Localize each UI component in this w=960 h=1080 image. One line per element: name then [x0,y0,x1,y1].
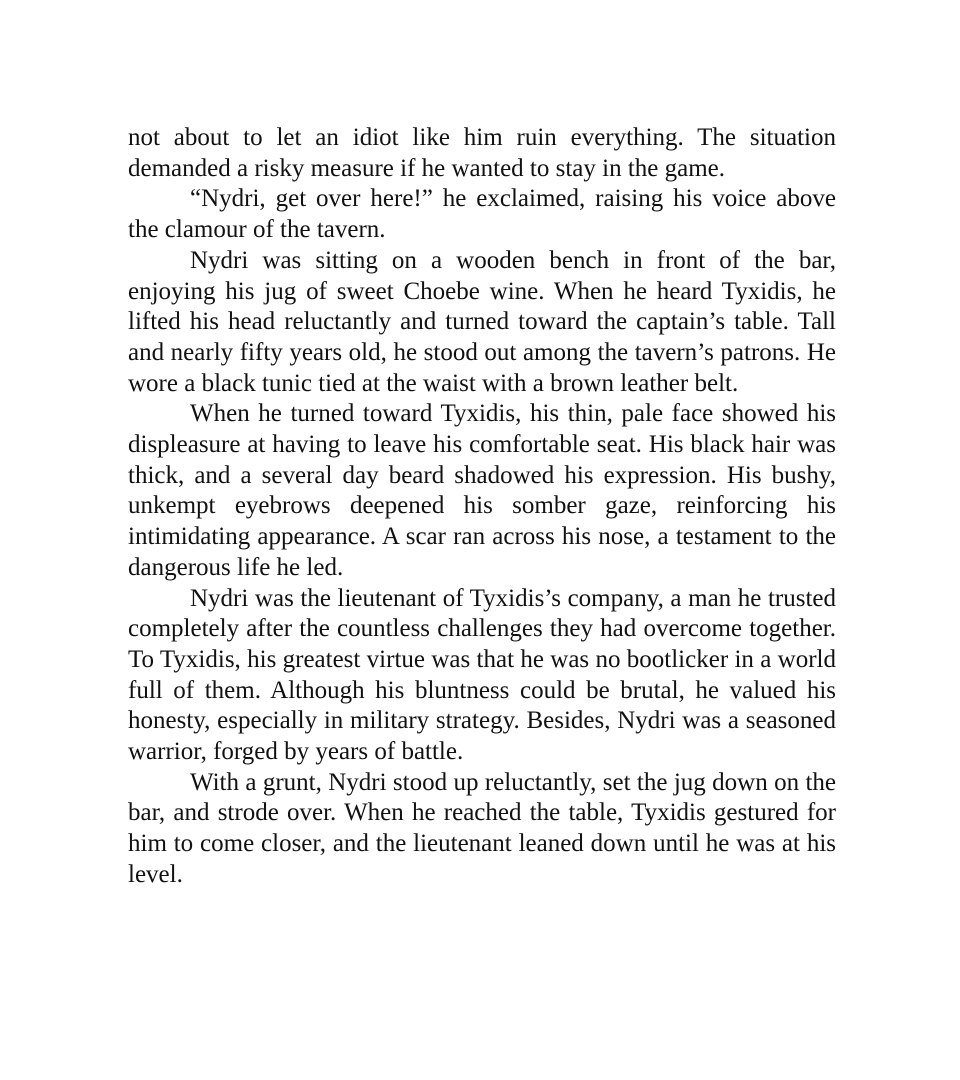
paragraph: With a grunt, Nydri stood up reluctantly, set the jug down on the bar, and strode over. When he reached the table, Tyxidis gestured for him to come closer, and the lieutenant leaned down until he was at his level. [128,768,836,888]
paragraph: Nydri was sitting on a wooden bench in front of the bar, enjoying his jug of sweet Choebe wine. When he heard Tyxidis, he lifted his head reluctantly and turned toward the captain’s table. Tall and nearly fifty years old, he stood out among the tavern’s patrons. He wore a black tunic tied at the waist with a brown leather belt. [128,246,836,397]
book-page [128,123,836,891]
paragraph: Nydri was the lieutenant of Tyxidis’s company, a man he trusted completely after the countless challenges they had overcome together. To Tyxidis, his greatest virtue was that he was no bootlicker in a world full of them. Although his bluntness could be brutal, he valued his honesty, especially in military strategy. Besides, Nydri was a seasoned warrior, forged by years of battle. [128,584,836,766]
paragraph: When he turned toward Tyxidis, his thin, pale face showed his displeasure at having to leave his comfortable seat. His black hair was thick, and a several day beard shadowed his expression. His bushy, unkempt eyebrows deepened his somber gaze, reinforcing his intimidating appearance. A scar ran across his nose, a testament to the dangerous life he led. [128,400,836,581]
paragraph-dialogue: “Nydri, get over here!” he exclaimed, raising his voice above the clamour of the tavern. [128,185,836,244]
paragraph-continued: not about to let an idiot like him ruin everything. The situation demanded a risky measure if he wanted to stay in the game. [128,124,836,182]
